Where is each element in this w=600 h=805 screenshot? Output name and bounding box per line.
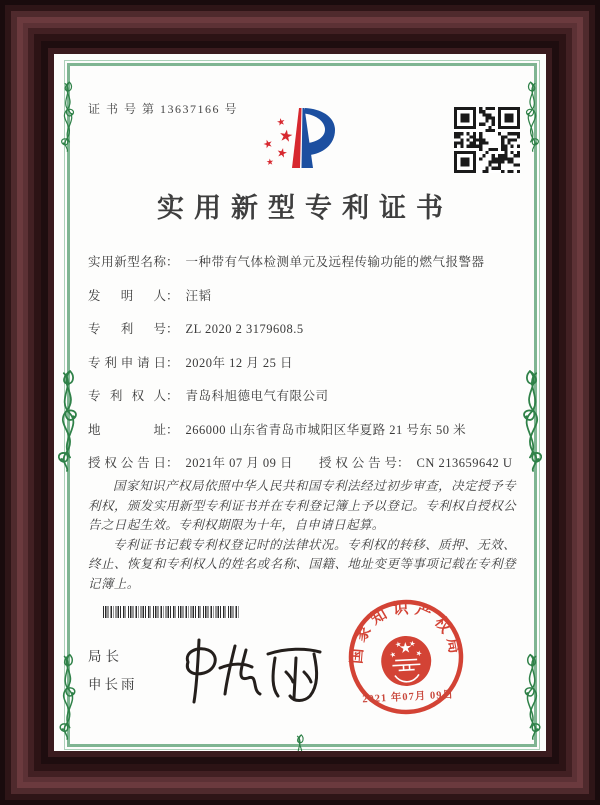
field-row-patent-number	[88, 321, 516, 338]
field-row-grant	[88, 455, 516, 472]
grant-number-group	[319, 455, 512, 472]
field-row-inventor	[88, 288, 516, 305]
vine-ornament-bottom-center	[286, 733, 314, 797]
signature	[168, 636, 328, 706]
vine-ornament-left-bottom	[53, 652, 83, 740]
grant-date-group	[88, 455, 293, 472]
field-label: 专利权人	[88, 389, 166, 403]
field-colon: ：	[166, 422, 179, 437]
cnipa-logo-icon	[250, 92, 350, 182]
vine-ornament-right-bottom	[517, 652, 547, 740]
field-row-filing-date	[88, 355, 516, 372]
field-label: 授权公告号	[319, 456, 398, 470]
field-value: 266000 山东省青岛市城阳区华夏路 21 号东 50 米	[185, 422, 467, 437]
field-value: 青岛科旭德电气有限公司	[185, 389, 329, 403]
legal-text	[88, 477, 516, 594]
qr-code	[454, 107, 520, 173]
field-row-name	[88, 254, 516, 271]
field-value: 2020年 12 月 25 日	[185, 355, 294, 370]
legal-paragraph-1: 国家知识产权局依照中华人民共和国专利法经过初步审查，决定授予专利权，颁发实用新型专利证书并在专利登记簿上予以登记。专利权自授权公告之日起生效。专利权期限为十年，自申请日起算。	[88, 479, 516, 532]
officer-title: 局长	[88, 649, 123, 664]
field-label: 实用新型名称	[88, 255, 166, 269]
field-value: 2021年 07 月 09 日	[185, 456, 294, 470]
vine-ornament-right-middle	[516, 368, 548, 472]
barcode	[103, 606, 240, 618]
officer-name: 申长雨	[88, 677, 138, 692]
field-value: ZL 2020 2 3179608.5	[185, 322, 304, 336]
certificate-fields	[88, 254, 516, 472]
field-label: 授权公告日	[88, 456, 166, 470]
field-colon: ：	[166, 355, 179, 370]
certificate-title: 实用新型专利证书	[157, 193, 453, 223]
field-colon: ：	[166, 456, 179, 470]
seal-date: 2021 年07月 09日	[362, 689, 455, 706]
field-label: 专利号	[88, 322, 166, 336]
seal-text: 国家知识产权局	[348, 599, 464, 665]
field-colon: ：	[166, 255, 179, 269]
field-label: 专利申请日	[88, 355, 166, 370]
field-row-patentee	[88, 388, 516, 405]
vine-ornament-right-top	[517, 80, 547, 152]
field-value: 一种带有气体检测单元及远程传输功能的燃气报警器	[185, 255, 485, 269]
vine-ornament-left-top	[53, 80, 83, 152]
field-colon: ：	[166, 288, 179, 303]
national-emblem-icon	[380, 635, 433, 688]
field-value: CN 213659642 U	[416, 456, 513, 470]
field-label: 地址	[88, 422, 166, 437]
field-colon: ：	[166, 322, 179, 336]
legal-paragraph-2: 专利证书记载专利权登记时的法律状况。专利权的转移、质押、无效、终止、恢复和专利权人的姓名或名称、国籍、地址变更等事项记载在专利登记簿上。	[88, 537, 516, 591]
certificate-number: 证 书 号 第 13637166 号	[88, 102, 239, 116]
field-row-address	[88, 422, 516, 439]
vine-ornament-left-middle	[52, 368, 84, 472]
field-colon: ：	[166, 389, 179, 403]
field-value: 汪韬	[185, 288, 212, 303]
official-seal	[343, 594, 469, 720]
field-colon: ：	[397, 456, 410, 470]
field-label: 发明人	[88, 288, 166, 303]
officer-block	[88, 648, 138, 694]
